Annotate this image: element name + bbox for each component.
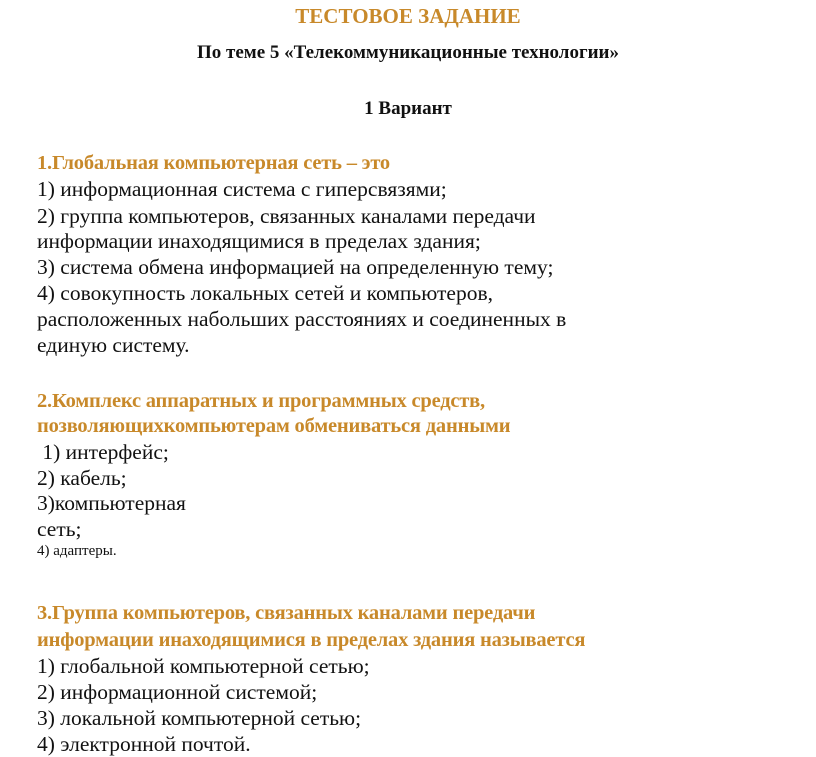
question-heading: информации инаходящимися в пределах здания называется	[37, 629, 586, 651]
answer-line: 2) группа компьютеров, связанных каналами передачи	[37, 204, 536, 228]
answer-line: 3) локальной компьютерной сетью;	[37, 706, 362, 730]
answer-line: 2) кабель;	[37, 466, 127, 490]
question-heading: 2.Комплекс аппаратных и программных средств,	[37, 390, 485, 412]
question-heading: 3.Группа компьютеров, связанных каналами передачи	[37, 602, 536, 624]
document-subtitle: По теме 5 «Телекоммуникационные технологии»	[197, 42, 619, 63]
answer-line: единую систему.	[37, 333, 190, 357]
answer-line: 1) информационная система с гиперсвязями;	[37, 177, 447, 201]
answer-line: расположенных набольших расстояниях и соединенных в	[37, 307, 567, 331]
answer-line: сеть;	[37, 517, 82, 541]
question-heading: 1.Глобальная компьютерная сеть – это	[37, 152, 390, 174]
question-heading: позволяющихкомпьютерам обмениваться данными	[37, 415, 511, 437]
answer-line: 4) адаптеры.	[37, 543, 117, 559]
answer-line: 4) электронной почтой.	[37, 732, 251, 756]
answer-line: информации инаходящимися в пределах здания;	[37, 229, 481, 253]
answer-line: 1) интерфейс;	[37, 440, 169, 464]
answer-line: 4) совокупность локальных сетей и компьютеров,	[37, 281, 493, 305]
answer-line: 2) информационной системой;	[37, 680, 318, 704]
answer-line: 3)компьютерная	[37, 491, 186, 515]
variant-label: 1 Вариант	[364, 98, 452, 119]
document-title: ТЕСТОВОЕ ЗАДАНИЕ	[295, 4, 521, 28]
answer-line: 3) система обмена информацией на определенную тему;	[37, 255, 554, 279]
answer-line: 1) глобальной компьютерной сетью;	[37, 654, 370, 678]
